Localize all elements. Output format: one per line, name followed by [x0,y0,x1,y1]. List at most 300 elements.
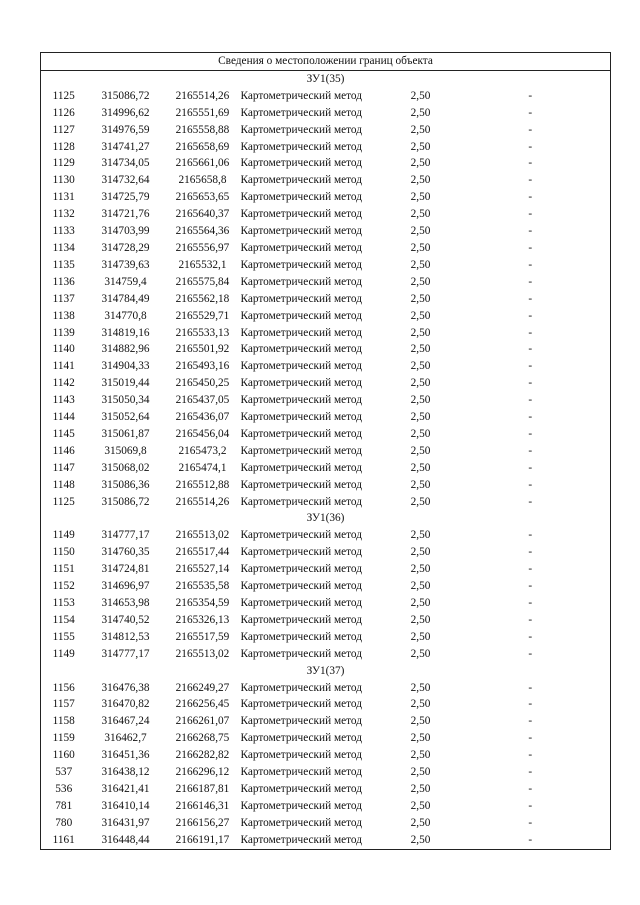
method-cell: Картометрический метод [240,427,362,440]
accuracy-cell: 2,50 [410,647,431,660]
y-coordinate-cell: 2165517,59 [175,630,230,643]
method-cell: Картометрический метод [240,225,362,238]
y-coordinate-cell: 2166249,27 [175,681,230,694]
note-cell: - [528,529,533,542]
x-coordinate-cell: 314732,64 [101,174,150,187]
note-cell: - [528,225,533,238]
note-cell: - [528,732,533,745]
y-coordinate-cell: 2165513,02 [175,647,230,660]
x-coordinate-cell: 314734,05 [101,157,150,170]
point-number-cell: 1146 [52,444,75,457]
table-row [41,494,611,511]
y-coordinate-cell: 2165551,69 [175,106,230,119]
point-number-cell: 1131 [52,191,75,204]
y-coordinate-cell: 2165513,02 [175,529,230,542]
accuracy-cell: 2,50 [410,461,431,474]
y-coordinate-cell: 2165653,65 [175,191,230,204]
note-cell: - [528,563,533,576]
x-coordinate-cell: 316448,44 [101,833,150,846]
point-number-cell: 1155 [52,630,75,643]
method-cell: Картометрический метод [240,157,362,170]
point-number-cell: 1161 [52,833,75,846]
point-number-cell: 1140 [52,343,75,356]
method-cell: Картометрический метод [240,241,362,254]
y-coordinate-cell: 2165556,97 [175,241,230,254]
note-cell: - [528,275,533,288]
method-cell: Картометрический метод [240,292,362,305]
accuracy-cell: 2,50 [410,106,431,119]
accuracy-cell: 2,50 [410,580,431,593]
accuracy-cell: 2,50 [410,597,431,609]
note-cell: - [528,597,533,609]
method-cell: Картометрический метод [240,360,362,373]
x-coordinate-cell: 316476,38 [101,681,150,694]
note-cell: - [528,309,533,322]
note-cell: - [528,411,533,424]
x-coordinate-cell: 315050,34 [101,394,150,407]
point-number-cell: 1137 [52,292,75,305]
accuracy-cell: 2,50 [410,326,431,339]
table-row [41,815,611,832]
table-row [41,105,611,122]
accuracy-cell: 2,50 [410,833,431,846]
table-row [41,88,611,105]
method-cell: Картометрический метод [240,461,362,474]
y-coordinate-cell: 2165354,59 [175,597,230,609]
method-cell: Картометрический метод [240,529,362,542]
method-cell: Картометрический метод [240,816,362,829]
x-coordinate-cell: 314996,62 [101,106,150,119]
y-coordinate-cell: 2165514,26 [175,89,230,102]
y-coordinate-cell: 2165501,92 [175,343,230,356]
x-coordinate-cell: 316410,14 [101,799,150,812]
x-coordinate-cell: 314976,59 [101,123,150,136]
method-cell: Картометрический метод [240,478,362,491]
y-coordinate-cell: 2165514,26 [175,495,230,508]
accuracy-cell: 2,50 [410,208,431,221]
accuracy-cell: 2,50 [410,241,431,254]
accuracy-cell: 2,50 [410,698,431,711]
accuracy-cell: 2,50 [410,191,431,204]
x-coordinate-cell: 316467,24 [101,715,150,728]
point-number-cell: 1159 [52,732,75,745]
y-coordinate-cell: 2166268,75 [175,732,230,745]
x-coordinate-cell: 314777,17 [101,647,150,660]
table-row [41,189,611,206]
x-coordinate-cell: 314739,63 [101,258,150,271]
y-coordinate-cell: 2166261,07 [175,715,230,728]
y-coordinate-cell: 2165436,07 [175,411,230,424]
point-number-cell: 1135 [52,258,75,271]
y-coordinate-cell: 2165658,8 [178,174,227,187]
note-cell: - [528,782,533,795]
table-row [41,325,611,342]
table-row [41,680,611,697]
point-number-cell: 1157 [52,698,75,711]
table-row [41,781,611,798]
x-coordinate-cell: 314770,8 [104,309,147,322]
note-cell: - [528,816,533,829]
accuracy-cell: 2,50 [410,630,431,643]
accuracy-cell: 2,50 [410,275,431,288]
note-cell: - [528,698,533,711]
y-coordinate-cell: 2165658,69 [175,140,230,153]
point-number-cell: 1125 [52,89,75,102]
note-cell: - [528,833,533,846]
x-coordinate-cell: 314724,81 [101,563,150,576]
point-number-cell: 1125 [52,495,75,508]
point-number-cell: 1150 [52,546,75,559]
method-cell: Картометрический метод [240,411,362,424]
accuracy-cell: 2,50 [410,766,431,779]
x-coordinate-cell: 314904,33 [101,360,150,373]
x-coordinate-cell: 314721,76 [101,208,150,221]
point-number-cell: 1129 [52,157,75,170]
x-coordinate-cell: 314812,53 [101,630,150,643]
point-number-cell: 1160 [52,749,75,762]
accuracy-cell: 2,50 [410,377,431,390]
point-number-cell: 1128 [52,140,75,153]
method-cell: Картометрический метод [240,782,362,795]
x-coordinate-cell: 315086,72 [101,89,150,102]
note-cell: - [528,377,533,390]
y-coordinate-cell: 2165473,2 [178,444,227,457]
x-coordinate-cell: 314760,35 [101,546,150,559]
note-cell: - [528,292,533,305]
accuracy-cell: 2,50 [410,427,431,440]
x-coordinate-cell: 316431,97 [101,816,150,829]
note-cell: - [528,580,533,593]
method-cell: Картометрический метод [240,546,362,559]
point-number-cell: 1141 [52,360,75,373]
accuracy-cell: 2,50 [410,123,431,136]
note-cell: - [528,799,533,812]
x-coordinate-cell: 316421,41 [101,782,150,795]
table-row [41,832,611,849]
note-cell: - [528,89,533,102]
accuracy-cell: 2,50 [410,495,431,508]
note-cell: - [528,647,533,660]
point-number-cell: 1139 [52,326,75,339]
point-number-cell: 1152 [52,580,75,593]
table-row [41,308,611,325]
method-cell: Картометрический метод [240,258,362,271]
point-number-cell: 1149 [52,529,75,542]
method-cell: Картометрический метод [240,698,362,711]
point-number-cell: 1147 [52,461,75,474]
note-cell: - [528,749,533,762]
accuracy-cell: 2,50 [410,394,431,407]
table-row [41,646,611,663]
point-number-cell: 1143 [52,394,75,407]
section-title: ЗУ1(35) [306,72,345,85]
note-cell: - [528,478,533,491]
note-cell: - [528,630,533,643]
x-coordinate-cell: 316462,7 [104,732,147,745]
method-cell: Картометрический метод [240,715,362,728]
table-row [41,443,611,460]
method-cell: Картометрический метод [240,123,362,136]
note-cell: - [528,394,533,407]
point-number-cell: 1142 [52,377,75,390]
point-number-cell: 1138 [52,309,75,322]
y-coordinate-cell: 2166156,27 [175,816,230,829]
table-row [41,595,611,612]
x-coordinate-cell: 316438,12 [101,766,150,779]
table-row [41,409,611,426]
point-number-cell: 1127 [52,123,75,136]
table-row [41,392,611,409]
point-number-cell: 1148 [52,478,75,491]
table-row [41,477,611,494]
method-cell: Картометрический метод [240,208,362,221]
y-coordinate-cell: 2165493,16 [175,360,230,373]
table-row [41,155,611,172]
y-coordinate-cell: 2166282,82 [175,749,230,762]
note-cell: - [528,258,533,271]
table-row [41,139,611,156]
accuracy-cell: 2,50 [410,613,431,626]
x-coordinate-cell: 315086,72 [101,495,150,508]
point-number-cell: 1144 [52,411,75,424]
point-number-cell: 780 [55,816,73,829]
accuracy-cell: 2,50 [410,749,431,762]
accuracy-cell: 2,50 [410,681,431,694]
note-cell: - [528,343,533,356]
x-coordinate-cell: 314653,98 [101,597,150,609]
point-number-cell: 537 [55,766,73,779]
accuracy-cell: 2,50 [410,225,431,238]
note-cell: - [528,140,533,153]
x-coordinate-cell: 314696,97 [101,580,150,593]
table-row [41,460,611,477]
x-coordinate-cell: 315052,64 [101,411,150,424]
table-body [41,53,611,850]
table-row [41,747,611,764]
section-title: ЗУ1(37) [306,664,345,677]
point-number-cell: 1130 [52,174,75,187]
note-cell: - [528,613,533,626]
y-coordinate-cell: 2165527,14 [175,563,230,576]
x-coordinate-cell: 314703,99 [101,225,150,238]
note-cell: - [528,106,533,119]
accuracy-cell: 2,50 [410,89,431,102]
method-cell: Картометрический метод [240,681,362,694]
accuracy-cell: 2,50 [410,174,431,187]
method-cell: Картометрический метод [240,766,362,779]
note-cell: - [528,495,533,508]
point-number-cell: 1134 [52,241,75,254]
table-row [41,527,611,544]
section-title: ЗУ1(36) [306,512,345,525]
table-row [41,375,611,392]
point-number-cell: 1156 [52,681,75,694]
table-caption: Сведения о местоположении границ объекта [41,53,611,71]
note-cell: - [528,241,533,254]
table-row [41,561,611,578]
y-coordinate-cell: 2165535,58 [175,580,230,593]
x-coordinate-cell: 314777,17 [101,529,150,542]
accuracy-cell: 2,50 [410,529,431,542]
accuracy-cell: 2,50 [410,258,431,271]
method-cell: Картометрический метод [240,275,362,288]
method-cell: Картометрический метод [240,613,362,626]
x-coordinate-cell: 314741,27 [101,140,150,153]
method-cell: Картометрический метод [240,732,362,745]
method-cell: Картометрический метод [240,799,362,812]
point-number-cell: 1133 [52,225,75,238]
y-coordinate-cell: 2165532,1 [178,258,227,271]
note-cell: - [528,360,533,373]
point-number-cell: 781 [55,799,73,812]
y-coordinate-cell: 2165437,05 [175,394,230,407]
x-coordinate-cell: 314784,49 [101,292,150,305]
method-cell: Картометрический метод [240,444,362,457]
accuracy-cell: 2,50 [410,816,431,829]
section-header-row [41,510,611,527]
method-cell: Картометрический метод [240,343,362,356]
table-row [41,798,611,815]
table-row [41,578,611,595]
accuracy-cell: 2,50 [410,715,431,728]
method-cell: Картометрический метод [240,495,362,508]
table-row [41,240,611,257]
note-cell: - [528,766,533,779]
accuracy-cell: 2,50 [410,343,431,356]
accuracy-cell: 2,50 [410,546,431,559]
table-row [41,426,611,443]
table-row [41,713,611,730]
boundary-coordinates-table [40,52,611,850]
x-coordinate-cell: 315019,44 [101,377,150,390]
accuracy-cell: 2,50 [410,140,431,153]
accuracy-cell: 2,50 [410,478,431,491]
table-row [41,341,611,358]
section-header-row [41,70,611,87]
x-coordinate-cell: 315061,87 [101,427,150,440]
y-coordinate-cell: 2166256,45 [175,698,230,711]
method-cell: Картометрический метод [240,563,362,576]
accuracy-cell: 2,50 [410,157,431,170]
note-cell: - [528,427,533,440]
note-cell: - [528,715,533,728]
point-number-cell: 536 [55,782,73,795]
point-number-cell: 1153 [52,597,75,609]
table-row [41,544,611,561]
table-row [41,291,611,308]
method-cell: Картометрический метод [240,140,362,153]
caption-row [41,53,611,71]
method-cell: Картометрический метод [240,309,362,322]
method-cell: Картометрический метод [240,377,362,390]
point-number-cell: 1158 [52,715,75,728]
y-coordinate-cell: 2165474,1 [178,461,227,474]
y-coordinate-cell: 2166191,17 [175,833,230,846]
y-coordinate-cell: 2165575,84 [175,275,230,288]
method-cell: Картометрический метод [240,597,362,609]
accuracy-cell: 2,50 [410,799,431,812]
point-number-cell: 1126 [52,106,75,119]
y-coordinate-cell: 2166296,12 [175,766,230,779]
accuracy-cell: 2,50 [410,782,431,795]
point-number-cell: 1136 [52,275,75,288]
table-row [41,223,611,240]
y-coordinate-cell: 2165558,88 [175,123,230,136]
y-coordinate-cell: 2165533,13 [175,326,230,339]
method-cell: Картометрический метод [240,833,362,846]
accuracy-cell: 2,50 [410,309,431,322]
method-cell: Картометрический метод [240,647,362,660]
y-coordinate-cell: 2165512,88 [175,478,230,491]
x-coordinate-cell: 314740,52 [101,613,150,626]
x-coordinate-cell: 314819,16 [101,326,150,339]
y-coordinate-cell: 2165661,06 [175,157,230,170]
point-number-cell: 1154 [52,613,75,626]
table-row [41,274,611,291]
method-cell: Картометрический метод [240,191,362,204]
accuracy-cell: 2,50 [410,360,431,373]
note-cell: - [528,208,533,221]
note-cell: - [528,191,533,204]
note-cell: - [528,444,533,457]
section-header-row [41,663,611,680]
table-row [41,358,611,375]
x-coordinate-cell: 315086,36 [101,478,150,491]
accuracy-cell: 2,50 [410,292,431,305]
method-cell: Картометрический метод [240,580,362,593]
x-coordinate-cell: 315069,8 [104,444,147,457]
point-number-cell: 1145 [52,427,75,440]
accuracy-cell: 2,50 [410,732,431,745]
table-row [41,730,611,747]
table-row [41,629,611,646]
y-coordinate-cell: 2165562,18 [175,292,230,305]
accuracy-cell: 2,50 [410,411,431,424]
method-cell: Картометрический метод [240,106,362,119]
note-cell: - [528,123,533,136]
note-cell: - [528,546,533,559]
method-cell: Картометрический метод [240,174,362,187]
y-coordinate-cell: 2165450,25 [175,377,230,390]
table-row [41,206,611,223]
note-cell: - [528,326,533,339]
point-number-cell: 1151 [52,563,75,576]
note-cell: - [528,681,533,694]
y-coordinate-cell: 2165564,36 [175,225,230,238]
x-coordinate-cell: 315068,02 [101,461,150,474]
method-cell: Картометрический метод [240,630,362,643]
y-coordinate-cell: 2165326,13 [175,613,230,626]
x-coordinate-cell: 314725,79 [101,191,150,204]
note-cell: - [528,174,533,187]
note-cell: - [528,461,533,474]
table-row [41,764,611,781]
point-number-cell: 1149 [52,647,75,660]
y-coordinate-cell: 2166187,81 [175,782,230,795]
method-cell: Картометрический метод [240,89,362,102]
table-row [41,172,611,189]
method-cell: Картометрический метод [240,394,362,407]
method-cell: Картометрический метод [240,326,362,339]
x-coordinate-cell: 314759,4 [104,275,147,288]
table-row [41,257,611,274]
table-row [41,122,611,139]
x-coordinate-cell: 314728,29 [101,241,150,254]
table-row [41,696,611,713]
note-cell: - [528,157,533,170]
accuracy-cell: 2,50 [410,444,431,457]
x-coordinate-cell: 316451,36 [101,749,150,762]
